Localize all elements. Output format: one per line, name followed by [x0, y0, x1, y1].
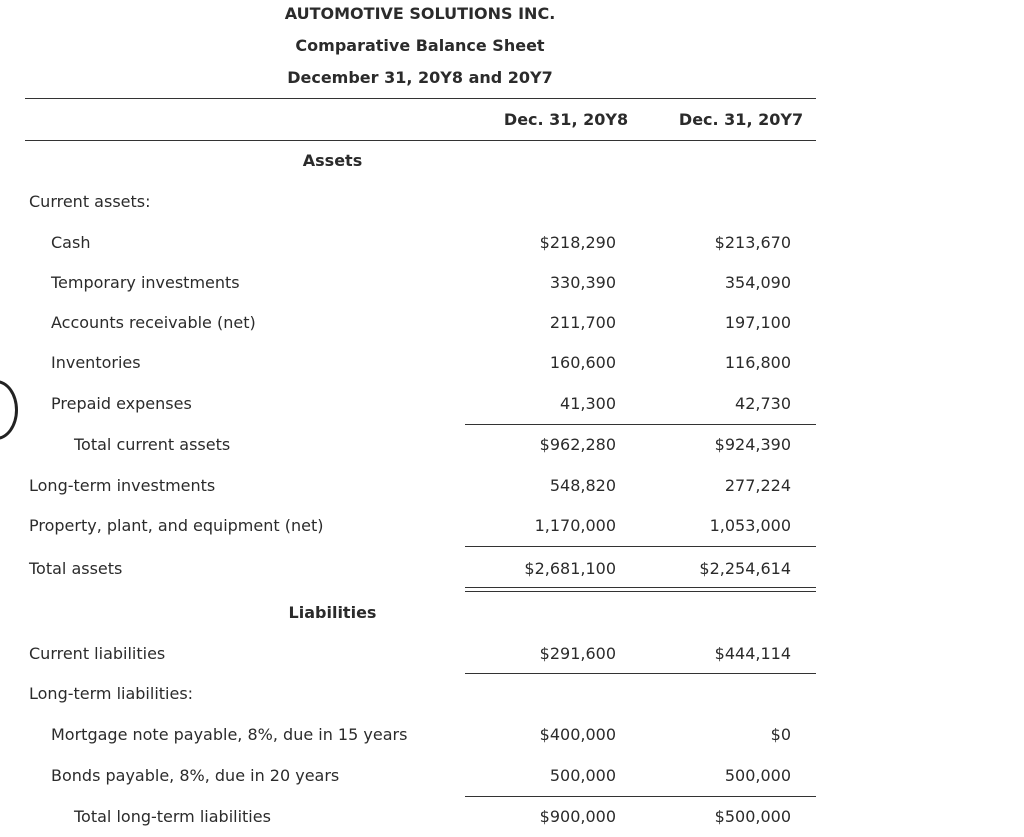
value-20y8: $400,000 [539, 725, 616, 744]
section-heading-liabilities: Liabilities [288, 603, 377, 622]
subtotal-rule-20y7 [640, 673, 816, 674]
value-20y7: 277,224 [724, 476, 791, 495]
value-20y7: $0 [770, 725, 791, 744]
row-accounts-receivable [0, 313, 1024, 335]
double-rule-top-20y8 [465, 587, 640, 588]
subtotal-rule-20y7 [640, 546, 816, 547]
row-label: Bonds payable, 8%, due in 20 years [51, 766, 340, 785]
value-20y7: 116,800 [724, 353, 791, 372]
column-header-20y7: Dec. 31, 20Y7 [678, 110, 804, 129]
row-current-assets [0, 192, 1024, 214]
row-current-liabilities [0, 644, 1024, 666]
row-label: Long-term liabilities: [29, 684, 194, 703]
row-label: Inventories [51, 353, 141, 372]
subtotal-rule-20y8 [465, 546, 640, 547]
value-20y8: 41,300 [560, 394, 616, 413]
statement-title: Comparative Balance Sheet [295, 36, 545, 55]
value-20y7: $500,000 [714, 807, 791, 826]
value-20y8: $2,681,100 [524, 559, 616, 578]
row-total-assets [0, 559, 1024, 581]
column-header-20y8: Dec. 31, 20Y8 [503, 110, 629, 129]
value-20y7: $213,670 [714, 233, 791, 252]
row-property-plant-equipment [0, 516, 1024, 538]
value-20y8: $900,000 [539, 807, 616, 826]
subtotal-rule-20y7 [640, 424, 816, 425]
row-total-long-term-liabilities [0, 807, 1024, 829]
row-label: Current assets: [29, 192, 151, 211]
double-rule-top-20y7 [640, 587, 816, 588]
value-20y7: 500,000 [724, 766, 791, 785]
subtotal-rule-20y8 [465, 673, 640, 674]
row-label: Accounts receivable (net) [51, 313, 256, 332]
value-20y8: 211,700 [549, 313, 616, 332]
row-long-term-investments [0, 476, 1024, 498]
value-20y7: 42,730 [735, 394, 791, 413]
row-long-term-liabilities [0, 684, 1024, 706]
value-20y7: $2,254,614 [699, 559, 791, 578]
row-label: Total current assets [74, 435, 231, 454]
company-name: AUTOMOTIVE SOLUTIONS INC. [284, 4, 556, 23]
row-prepaid-expenses [0, 394, 1024, 416]
value-20y7: 1,053,000 [709, 516, 791, 535]
row-label: Prepaid expenses [51, 394, 192, 413]
row-mortgage-note-payable [0, 725, 1024, 747]
row-label: Property, plant, and equipment (net) [29, 516, 324, 535]
row-bonds-payable [0, 766, 1024, 788]
row-total-current-assets [0, 435, 1024, 457]
value-20y8: 330,390 [549, 273, 616, 292]
value-20y8: 1,170,000 [534, 516, 616, 535]
double-rule-bottom-20y7 [640, 591, 816, 592]
row-temporary-investments [0, 273, 1024, 295]
row-label: Total assets [29, 559, 123, 578]
value-20y8: $291,600 [539, 644, 616, 663]
section-heading-assets: Assets [302, 151, 363, 170]
row-label: Mortgage note payable, 8%, due in 15 years [51, 725, 408, 744]
subtotal-rule-20y8 [465, 796, 640, 797]
value-20y8: 160,600 [549, 353, 616, 372]
value-20y8: $218,290 [539, 233, 616, 252]
subtotal-rule-20y8 [465, 424, 640, 425]
statement-period: December 31, 20Y8 and 20Y7 [287, 68, 553, 87]
row-label: Current liabilities [29, 644, 166, 663]
header-bottom-rule [25, 140, 816, 141]
row-inventories [0, 353, 1024, 375]
row-label: Long-term investments [29, 476, 216, 495]
row-label: Temporary investments [51, 273, 240, 292]
value-20y7: 354,090 [724, 273, 791, 292]
subtotal-rule-20y7 [640, 796, 816, 797]
row-cash [0, 233, 1024, 255]
value-20y8: $962,280 [539, 435, 616, 454]
value-20y7: $444,114 [714, 644, 791, 663]
header-top-rule [25, 98, 816, 99]
row-label: Cash [51, 233, 91, 252]
double-rule-bottom-20y8 [465, 591, 640, 592]
row-label: Total long-term liabilities [74, 807, 271, 826]
value-20y7: $924,390 [714, 435, 791, 454]
value-20y8: 500,000 [549, 766, 616, 785]
value-20y7: 197,100 [724, 313, 791, 332]
value-20y8: 548,820 [549, 476, 616, 495]
